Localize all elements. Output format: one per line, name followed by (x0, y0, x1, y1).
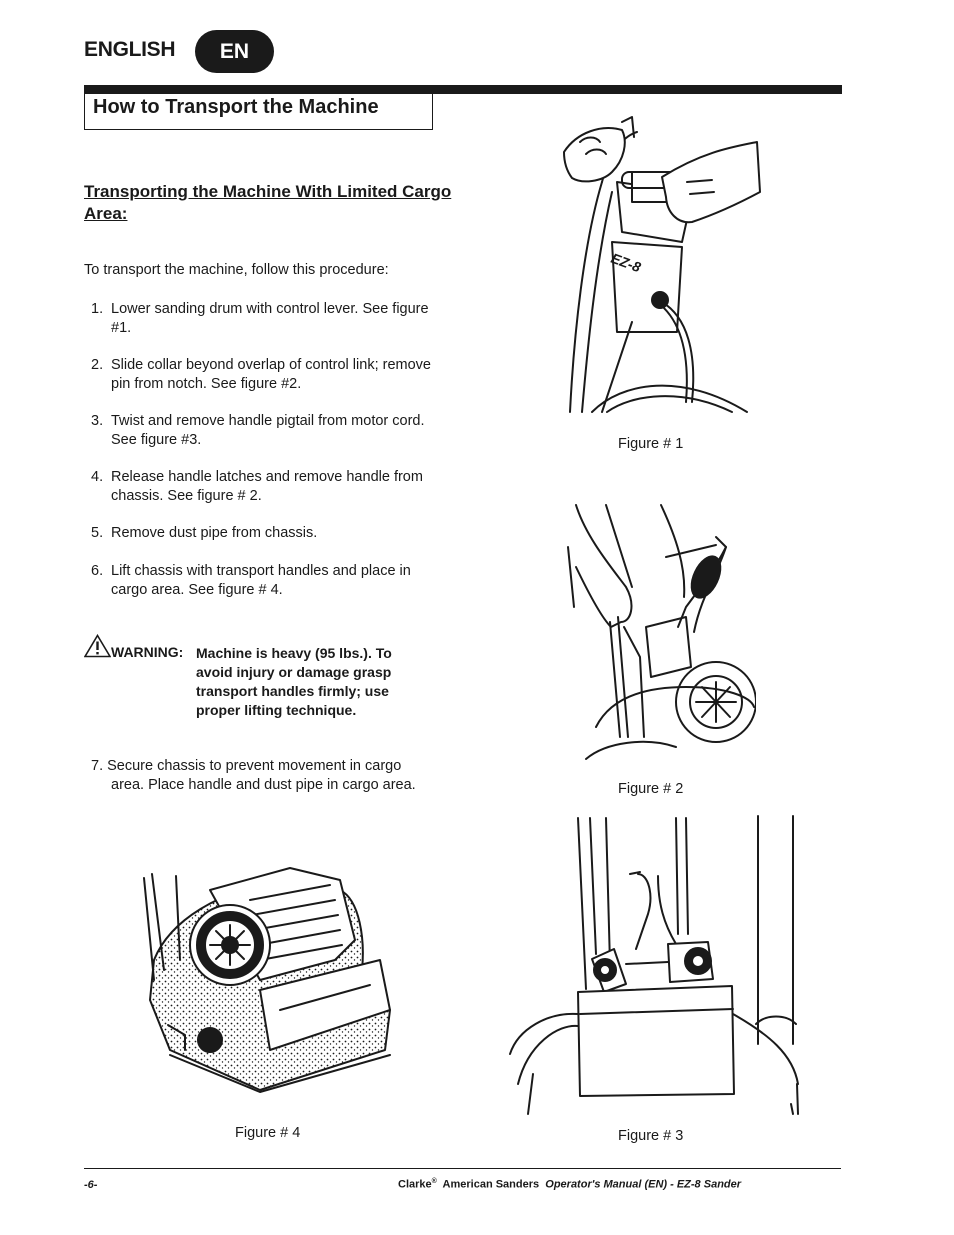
step-text: Slide collar beyond overlap of control link; remove (111, 357, 431, 373)
step-number: 3. (91, 413, 104, 429)
step-text-cont: pin from notch. See figure #2. (111, 376, 302, 392)
intro-text: To transport the machine, follow this procedure: (84, 262, 389, 278)
step-text-cont: cargo area. See figure # 4. (111, 582, 283, 598)
page-number: -6- (84, 1179, 98, 1191)
figure-2-illustration (566, 497, 756, 761)
step-text-cont: area. Place handle and dust pipe in cargo area. (111, 777, 416, 793)
footer-company: American Sanders (442, 1178, 540, 1191)
warning-icon (84, 634, 111, 658)
figure-1-caption: Figure # 1 (618, 436, 684, 452)
footer-text (398, 1178, 741, 1191)
warning-line: avoid injury or damage grasp (196, 664, 392, 680)
warning-line: Machine is heavy (95 lbs.). To (196, 645, 392, 661)
warning-line: transport handles firmly; use (196, 683, 389, 699)
page-title: How to Transport the Machine (93, 96, 379, 118)
warning-label: WARNING: (111, 644, 184, 660)
step-7 (91, 757, 463, 795)
step-5 (91, 524, 463, 543)
footer-manual: Operator's Manual (EN) - EZ-8 Sander (545, 1178, 742, 1191)
figure-2-caption: Figure # 2 (618, 781, 684, 797)
footer-rule (84, 1168, 841, 1169)
step-2 (91, 356, 463, 394)
step-text: 7. Secure chassis to prevent movement in cargo (91, 758, 402, 774)
step-number: 2. (91, 357, 104, 373)
step-4 (91, 468, 463, 506)
figure-1-label: EZ-8 (608, 249, 643, 276)
step-6 (91, 562, 463, 600)
figure-3-caption: Figure # 3 (618, 1128, 684, 1144)
step-text: Remove dust pipe from chassis. (111, 525, 318, 541)
step-text: Lift chassis with transport handles and place in (111, 563, 411, 579)
step-3 (91, 412, 463, 450)
step-text-cont: chassis. See figure # 2. (111, 488, 262, 504)
figure-3-illustration (508, 814, 804, 1116)
step-text-cont: #1. (111, 320, 132, 336)
warning-text (196, 644, 436, 720)
step-text: Release handle latches and remove handle from (111, 469, 423, 485)
figure-4-caption: Figure # 4 (235, 1125, 301, 1141)
step-text: Twist and remove handle pigtail from motor cord. (111, 413, 425, 429)
step-text: Lower sanding drum with control lever. See figure (111, 301, 429, 317)
footer-brand: Clarke (398, 1178, 432, 1191)
step-1 (91, 300, 463, 338)
step-text-cont: See figure #3. (111, 432, 202, 448)
step-number: 6. (91, 563, 104, 579)
language-label: ENGLISH (84, 38, 176, 61)
language-badge: EN (195, 30, 274, 73)
section-heading: Transporting the Machine With Limited Cargo Area: (84, 182, 452, 223)
step-number: 1. (91, 301, 104, 317)
registered-mark: ® (431, 1178, 437, 1185)
figure-1-illustration (562, 112, 762, 414)
warning-line: proper lifting technique. (196, 702, 357, 718)
step-number: 4. (91, 469, 104, 485)
figure-4-illustration (140, 860, 410, 1100)
step-number: 5. (91, 525, 104, 541)
